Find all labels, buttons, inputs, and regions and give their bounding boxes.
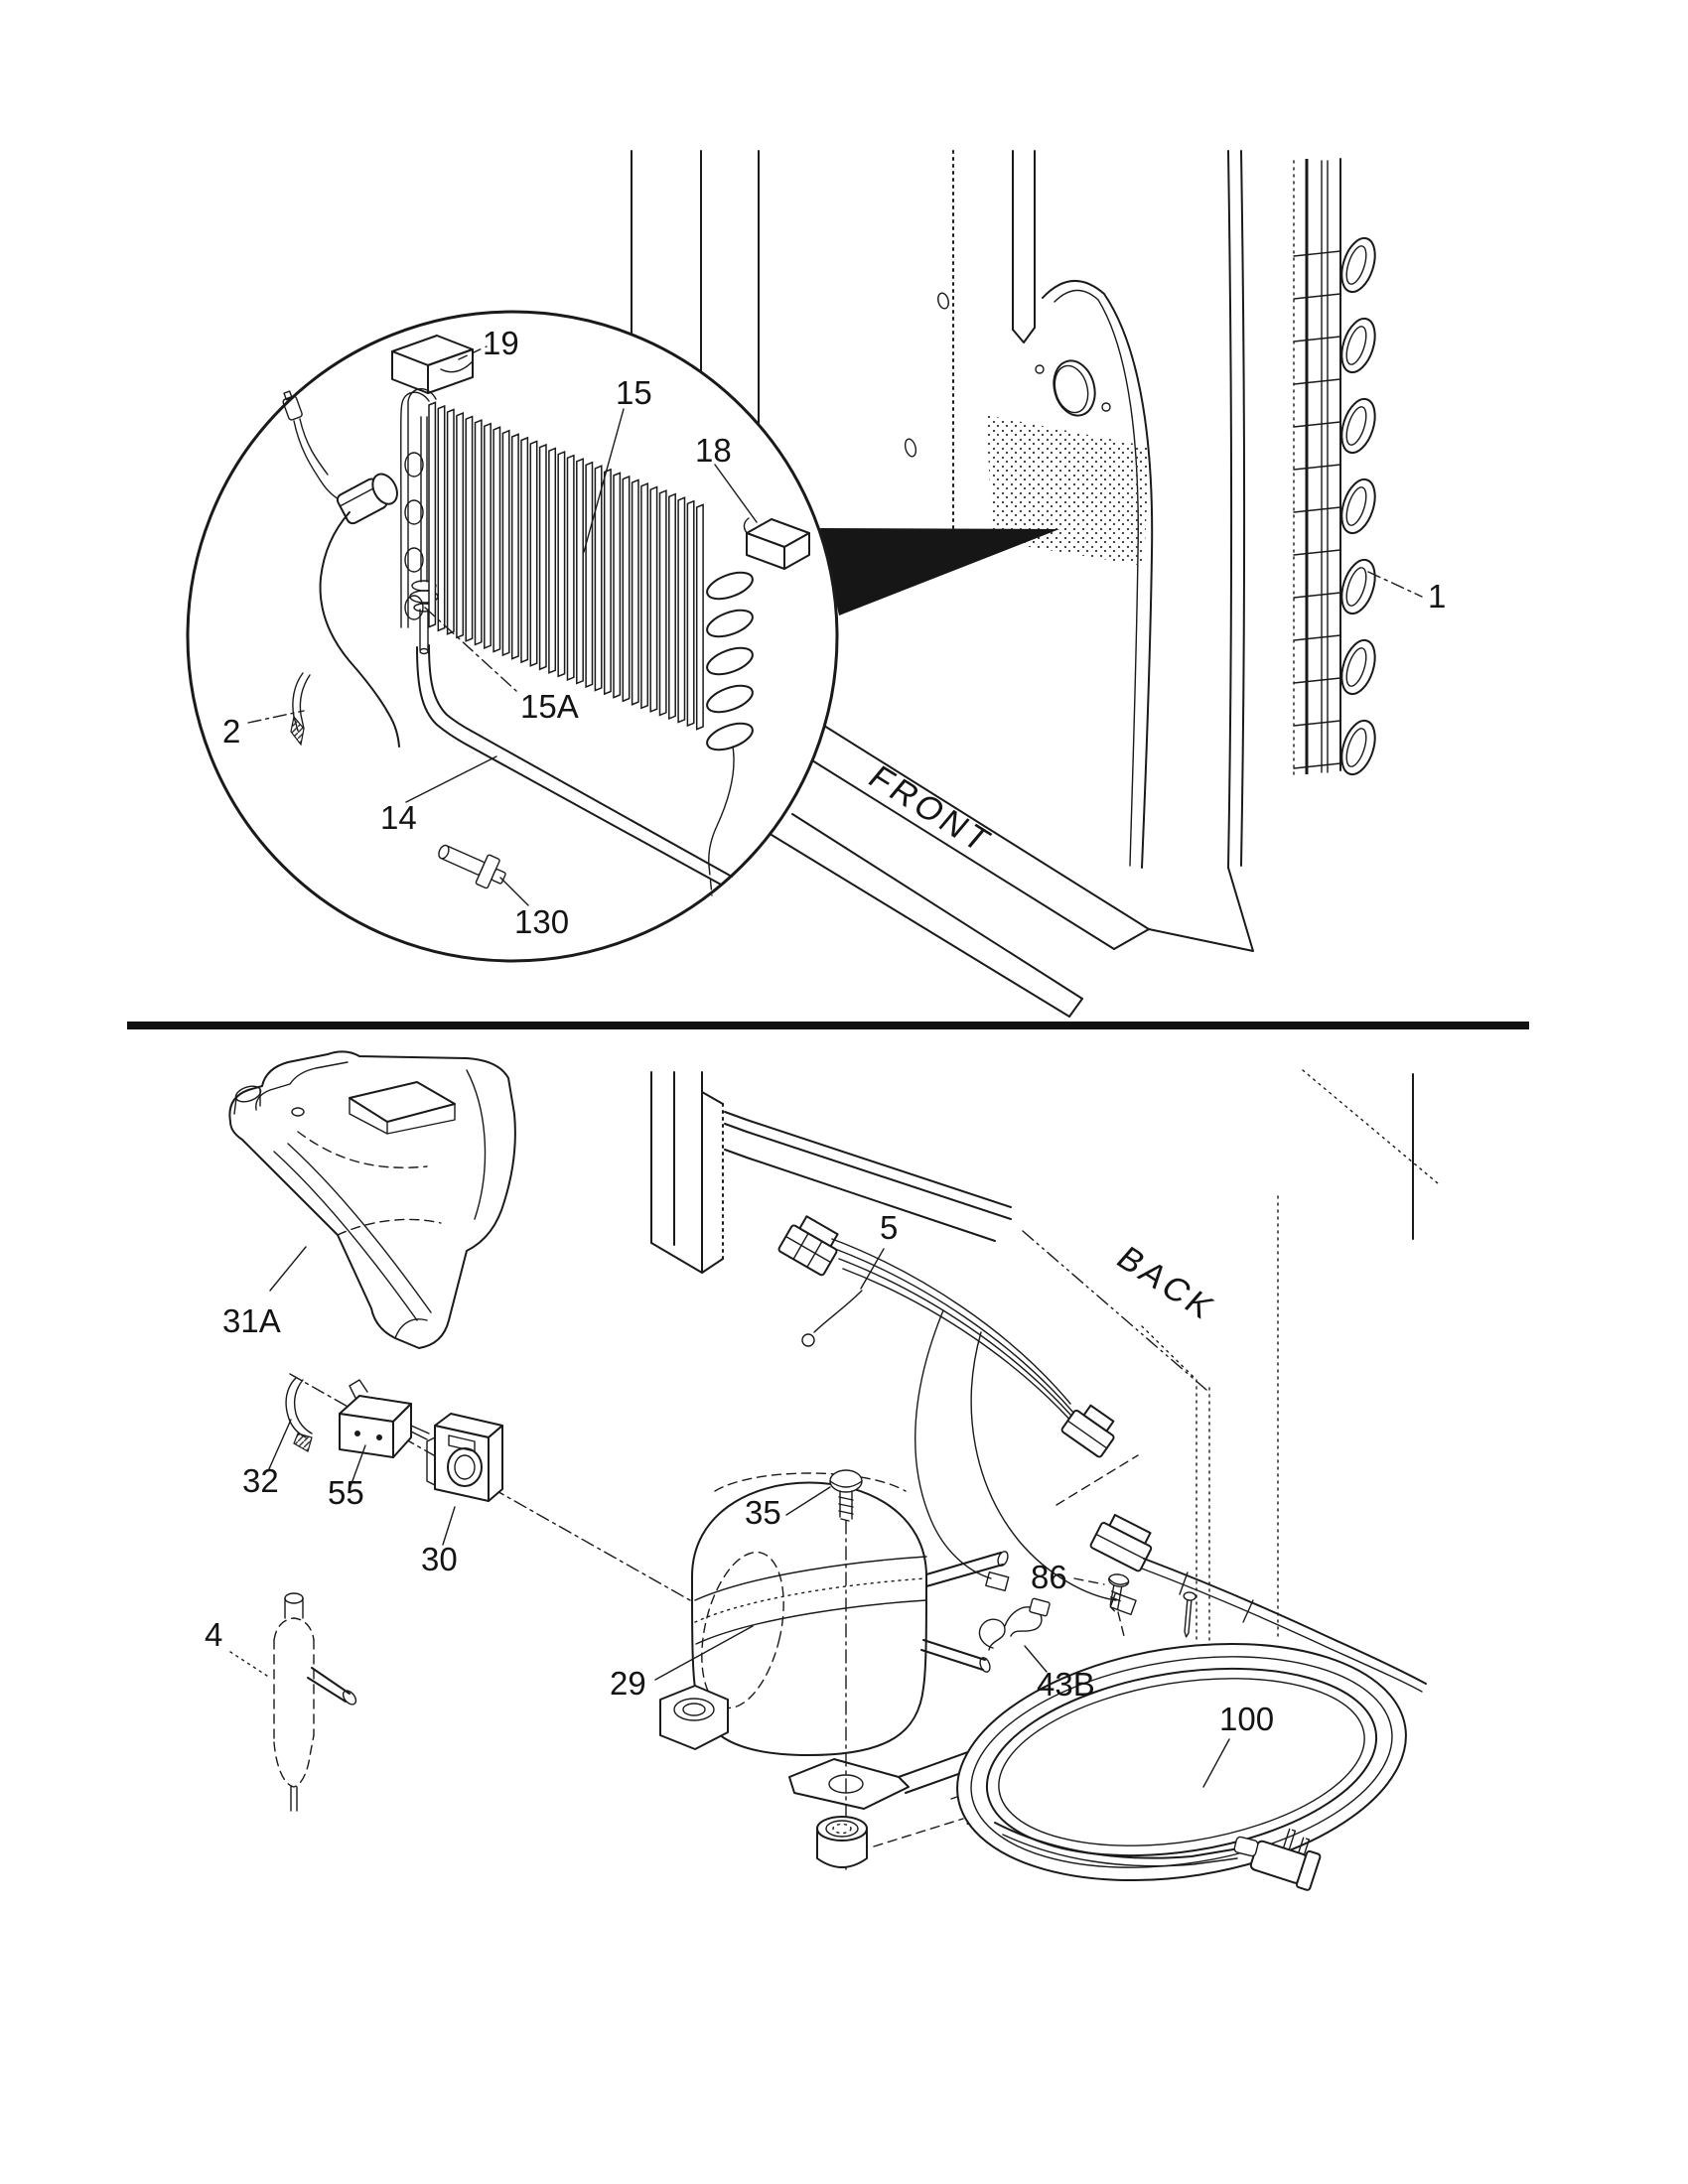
callout-100: 100: [1219, 1701, 1275, 1737]
part-55-relay: [340, 1380, 429, 1457]
part-29-compressor: [660, 1473, 1010, 1755]
part-4-drier: [274, 1593, 358, 1811]
terminal-pin: [1181, 1591, 1196, 1637]
leader-4: [230, 1652, 270, 1678]
callout-15a: 15A: [520, 688, 579, 725]
callout-2: 2: [222, 713, 241, 750]
callout-86: 86: [1031, 1559, 1067, 1595]
coil-loops: [1336, 234, 1381, 779]
leader-1: [1368, 572, 1422, 597]
leader-30: [443, 1507, 455, 1545]
part-43b-clip: [979, 1598, 1050, 1650]
callout-19: 19: [483, 325, 519, 361]
callout-30: 30: [421, 1541, 458, 1577]
callout-18: 18: [695, 432, 732, 469]
callout-130: 130: [514, 903, 570, 940]
part-27-grommet: [817, 1817, 867, 1867]
callout-29: 29: [610, 1665, 646, 1702]
slot-shadow: [820, 528, 1059, 615]
callout-4: 4: [205, 1616, 223, 1653]
callout-32: 32: [242, 1462, 279, 1499]
callout-1: 1: [1428, 578, 1447, 614]
callout-31a: 31A: [222, 1302, 281, 1339]
callout-15: 15: [616, 374, 652, 411]
back-label: BACK: [1108, 1240, 1224, 1328]
leader-27: [874, 1819, 963, 1846]
condenser-coil: [1294, 159, 1446, 778]
part-32-bracket: [286, 1378, 312, 1451]
callout-55: 55: [328, 1474, 364, 1511]
callout-14: 14: [380, 799, 417, 836]
leader-86: [1074, 1578, 1104, 1584]
part-86-screw: [1103, 1572, 1129, 1612]
front-label: FRONT: [860, 758, 1001, 861]
callout-5: 5: [880, 1209, 899, 1246]
evaporator-detail-circle: [188, 312, 837, 961]
leader-31a: [270, 1247, 306, 1291]
section-divider: [127, 1022, 1529, 1029]
callout-43b: 43B: [1037, 1666, 1095, 1703]
part-30-cover: [427, 1414, 502, 1501]
callout-35: 35: [745, 1494, 781, 1531]
